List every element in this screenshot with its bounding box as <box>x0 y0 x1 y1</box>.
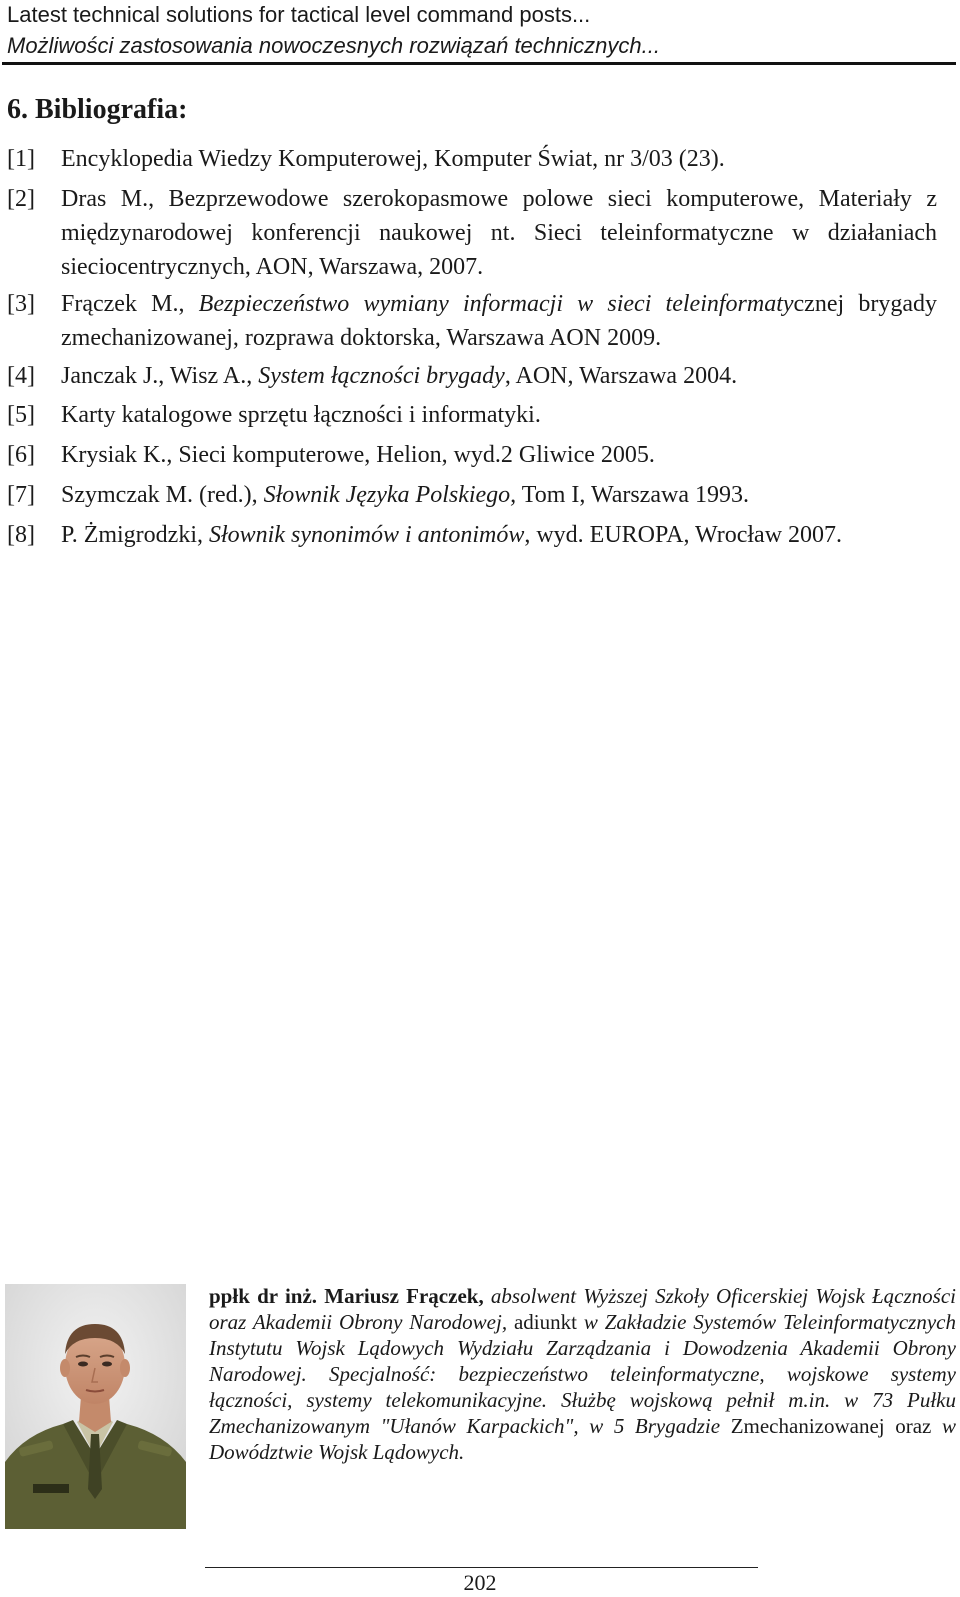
entry-number: [4] <box>7 363 35 389</box>
footer-divider <box>205 1567 758 1568</box>
entry-number: [5] <box>7 402 35 428</box>
entry-number: [3] <box>7 291 35 317</box>
entry-number: [7] <box>7 482 35 508</box>
bibliography-entry-3 <box>7 287 937 355</box>
portrait-illustration <box>5 1284 186 1529</box>
entry-number: [2] <box>7 186 35 212</box>
running-header-english: Latest technical solutions for tactical level command posts... <box>7 2 591 27</box>
bibliography-entry-4 <box>7 359 937 393</box>
entry-number: [8] <box>7 522 35 548</box>
entry-title: System łączności brygady <box>258 363 505 389</box>
entry-number: [6] <box>7 442 35 468</box>
bibliography-entry-5 <box>7 398 937 432</box>
bibliography-entry-1 <box>7 142 937 176</box>
bibliography-entry-7 <box>7 478 937 512</box>
page-number: 202 <box>463 1570 497 1595</box>
running-header-polish: Możliwości zastosowania nowoczesnych rozwiązań technicznych... <box>7 33 660 58</box>
entry-text: Szymczak M. (red.), Słownik Języka Polskiego, Tom I, Warszawa 1993. <box>61 482 749 508</box>
entry-text: Dras M., Bezprzewodowe szerokopasmowe polowe sieci komputerowe, Materiały z międzynarodowej konferencji naukowej nt. Sieci teleinformatyczne w działaniach sieciocentrycznych, AON, Warszawa, 2007. <box>61 186 937 280</box>
author-name: ppłk dr inż. Mariusz Frączek, <box>209 1284 484 1308</box>
section-heading: 6. Bibliografia: <box>7 94 188 125</box>
author-photo <box>5 1284 186 1529</box>
bibliography-entry-2 <box>7 182 937 284</box>
entry-text: Frączek M., Bezpieczeństwo wymiany informacji w sieci teleinformatycznej brygady zmechanizowanej, rozprawa doktorska, Warszawa AON 2009. <box>61 291 937 351</box>
entry-text: P. Żmigrodzki, Słownik synonimów i antonimów, wyd. EUROPA, Wrocław 2007. <box>61 522 843 548</box>
bibliography-entry-8 <box>7 518 937 552</box>
entry-text: Janczak J., Wisz A., System łączności brygady, AON, Warszawa 2004. <box>61 363 738 389</box>
header-divider <box>2 62 956 65</box>
bibliography-entry-6 <box>7 438 937 472</box>
entry-text: Encyklopedia Wiedzy Komputerowej, Komputer Świat, nr 3/03 (23). <box>61 146 725 172</box>
entry-title: Słownik Języka Polskiego, <box>263 482 517 508</box>
author-biography: ppłk dr inż. Mariusz Frączek, absolwent Wyższej Szkoły Oficerskiej Wojsk Łączności oraz Akademii Obrony Narodowej, adiunkt w Zakładzie Systemów Teleinformatycznych Instytutu Wojsk Lądowych Wydziału Zarządzania i Dowodzenia Akademii Obrony Narodowej. Specjalność: bezpieczeństwo teleinformatyczne, wojskowe systemy łączności, systemy telekomunikacyjne. Służbę wojskową pełnił m.in. w 73 Pułku Zmechanizowanym "Ułanów Karpackich", w 5 Brygadzie Zmechanizowanej oraz w Dowództwie Wojsk Lądowych. <box>209 1284 957 1464</box>
entry-text: Karty katalogowe sprzętu łączności i informatyki. <box>61 402 541 428</box>
entry-title: Bezpieczeństwo wymiany informacji w sieci teleinformaty <box>198 291 794 317</box>
entry-number: [1] <box>7 146 35 172</box>
entry-title: Słownik synonimów i antonimów <box>209 522 525 548</box>
entry-text: Krysiak K., Sieci komputerowe, Helion, wyd.2 Gliwice 2005. <box>61 442 655 468</box>
